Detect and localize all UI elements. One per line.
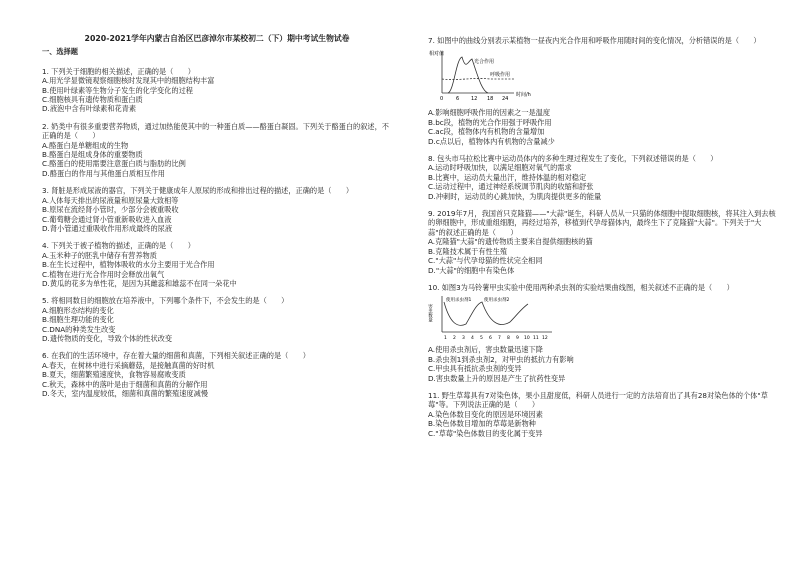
section-heading: 一、选择题 bbox=[42, 47, 78, 57]
option: A.克隆猫"大蒜"的遗传物质主要来自提供细胞核的猫 bbox=[428, 237, 593, 247]
respiration-curve bbox=[442, 79, 514, 80]
question-stem: 5. 将相同数目的细胞放在培养液中，下列哪个条件下，不会发生的是（ ） bbox=[42, 296, 289, 306]
question bbox=[42, 296, 392, 343]
tick-label: 18 bbox=[487, 96, 494, 103]
annotation-pesticide-1: 使用杀虫剂1 bbox=[446, 298, 472, 304]
tick-label: 6 bbox=[456, 96, 460, 103]
question-stem: 7. 如图中的曲线分别表示某植物一昼夜内光合作用和呼吸作用随时间的变化情况，分析错误的是（ ） bbox=[428, 36, 761, 45]
option: D.害虫数量上升的原因是产生了抗药性变异 bbox=[428, 373, 566, 383]
tick-label: 5 bbox=[480, 336, 483, 342]
option: D.黄瓜的花多为单性花，是因为其雌蕊和雄蕊不在同一朵花中 bbox=[42, 278, 237, 288]
option: A.染色体数目变化的原因是环境因素 bbox=[428, 409, 543, 419]
tick-label: 6 bbox=[489, 336, 492, 342]
photosynthesis-figure bbox=[428, 47, 538, 105]
question bbox=[42, 186, 392, 233]
option: B.使用叶绿素等生物分子发生的化学变化的过程 bbox=[42, 85, 193, 95]
question bbox=[42, 67, 392, 114]
option: B.比赛中，运动员大量出汗，维持体温的相对稳定 bbox=[428, 172, 587, 182]
tick-label: 11 bbox=[533, 336, 539, 342]
option: A.酪蛋白是单糖组成的生物 bbox=[42, 140, 129, 150]
option: B.细胞生理功能的变化 bbox=[42, 315, 114, 325]
y-axis-label: 害虫数量 bbox=[428, 304, 433, 323]
question-stem: 6. 在我们的生活环境中，存在着大量的细菌和真菌，下列相关叙述正确的是（ ） bbox=[42, 351, 310, 361]
question bbox=[42, 241, 392, 288]
tick-label: 9 bbox=[516, 336, 519, 342]
option: B.在生长过程中，植物体吸收的水分主要用于光合作用 bbox=[42, 260, 215, 270]
option: A.春天，在树林中进行采摘蘑菇，是接触真菌的好时机 bbox=[42, 360, 215, 370]
option: D."大蒜"的细胞中有染色体 bbox=[428, 265, 515, 275]
option: C.细胞核具有遗传物质和蛋白质 bbox=[42, 95, 143, 105]
question bbox=[428, 36, 778, 146]
option: C.秋天，森林中的落叶是由于细菌和真菌的分解作用 bbox=[42, 379, 208, 389]
option: C.ac段，植物体内有机物的含量增加 bbox=[428, 127, 545, 137]
question bbox=[428, 391, 778, 438]
option: C.甲虫具有抵抗杀虫剂的变异 bbox=[428, 364, 522, 374]
option: C.葡萄糖会通过肾小管重新吸收进入血液 bbox=[42, 214, 172, 224]
legend-respiration: 呼吸作用 bbox=[490, 72, 511, 79]
option: C.运动过程中，通过神经系统调节肌肉的收缩和舒张 bbox=[428, 182, 594, 192]
question bbox=[42, 351, 392, 398]
option: B.bc段，植物的光合作用强于呼吸作用 bbox=[428, 117, 552, 127]
right-column bbox=[428, 36, 778, 446]
option: D.冲刺时，运动员的心跳加快，为肌肉提供更多的能量 bbox=[428, 191, 602, 201]
tick-label: 4 bbox=[471, 336, 474, 342]
tick-label: 12 bbox=[542, 336, 548, 342]
question bbox=[42, 122, 392, 178]
option: D.酪蛋白的作用与其他蛋白质相互作用 bbox=[42, 168, 165, 178]
annotation-pesticide-2: 使用杀虫剂2 bbox=[484, 298, 510, 304]
option: D.遗传物质的变化，导致个体的性状改变 bbox=[42, 333, 173, 343]
question-stem: 2. 奶类中有很多重要营养物质，通过加热能使其中的一种蛋白质——酪蛋白凝固。下列关于酪蛋白的叙述，不正确的是（ ） bbox=[42, 121, 389, 141]
question-stem: 3. 肾脏是形成尿液的器官，下列关于健康成年人原尿的形成和排出过程的描述，正确的是（ ） bbox=[42, 186, 354, 196]
option: A.运动时呼吸加快，以满足细胞对氧气的需求 bbox=[428, 163, 572, 173]
tick-label: 2 bbox=[453, 336, 456, 342]
tick-label: 12 bbox=[471, 96, 478, 103]
option: C."草莓"染色体数目的变化属于变异 bbox=[428, 428, 543, 438]
option: A.细胞形态结构的变化 bbox=[42, 305, 114, 315]
question-stem: 8. 包头市马拉松比赛中运动员体内的多种生理过程发生了变化，下列叙述错误的是（ ） bbox=[428, 154, 718, 164]
tick-label: 1 bbox=[444, 336, 447, 342]
question bbox=[428, 154, 778, 201]
option: C."大蒜"与代孕母猫的性状完全相同 bbox=[428, 256, 543, 266]
question bbox=[428, 283, 778, 383]
option: C.DNA的种类发生改变 bbox=[42, 324, 116, 334]
option: B.染色体数目增加的草莓是新物种 bbox=[428, 419, 536, 429]
option: D.c点以后，植物体内有机物的含量减少 bbox=[428, 136, 555, 146]
option: B.杀虫剂1到杀虫剂2，对甲虫的抵抗力有影响 bbox=[428, 354, 574, 364]
question-stem: 11. 野生草莓具有7对染色体，果小且甜度低，科研人员进行一定的方法培育出了具有28对染色体的个体"草莓"等。下列说法正确的是（ ） bbox=[428, 390, 768, 410]
tick-label: 0 bbox=[440, 96, 444, 103]
tick-label: 3 bbox=[462, 336, 465, 342]
option: B.克隆技术属于有性生殖 bbox=[428, 246, 508, 256]
left-column bbox=[42, 34, 392, 406]
option: A.使用杀虫剂后，害虫数量迅速下降 bbox=[428, 345, 543, 355]
option: D.肾小管通过重吸收作用形成最终的尿液 bbox=[42, 223, 173, 233]
option: B.夏天，细菌繁殖速度快，食物容易腐败变质 bbox=[42, 370, 186, 380]
question-stem: 4. 下列关于被子植物的描述，正确的是（ ） bbox=[42, 241, 195, 251]
option: C.酪蛋白的使用需要注意蛋白质与脂肪的比例 bbox=[42, 159, 186, 169]
pest-population-curve bbox=[444, 302, 528, 325]
option: B.原尿在流经肾小管时，少部分会被重吸收 bbox=[42, 205, 179, 215]
question bbox=[428, 209, 778, 275]
x-axis-label: 时间/h bbox=[516, 92, 531, 99]
option: C.植物在进行光合作用时会释放出氧气 bbox=[42, 269, 165, 279]
option: A.影响细胞呼吸作用的因素之一是温度 bbox=[428, 108, 551, 118]
question-stem: 9. 2019年7月，我国首只克隆猫——"大蒜"诞生，科研人员从一只猫的体细胞中提取细胞核，将其注入到去核的卵细胞中，形成重组细胞，再经过培养，移植到代孕母猫体内，最终生下了克隆猫"大蒜"。下列关于"大蒜"的叙述正确的是（ ） bbox=[428, 209, 776, 237]
tick-label: 24 bbox=[502, 96, 509, 103]
option: A.用光学显微镜观察细胞核时发现其中的细胞结构丰富 bbox=[42, 76, 215, 86]
option: A.人体每天排出的尿液量和原尿量大致相等 bbox=[42, 195, 179, 205]
question-stem: 1. 下列关于细胞的相关描述，正确的是（ ） bbox=[42, 66, 195, 76]
option: B.酪蛋白是组成身体的重要物质 bbox=[42, 150, 143, 160]
option: D.液泡中含有叶绿素和花青素 bbox=[42, 104, 137, 114]
page-title: 2020-2021学年内蒙古自治区巴彦淖尔市某校初二（下）期中考试生物试卷 bbox=[84, 34, 350, 43]
option: D.冬天，室内温度较低，细菌和真菌的繁殖速度减慢 bbox=[42, 389, 208, 398]
tick-label: 8 bbox=[507, 336, 510, 342]
y-axis-label: 相对值 bbox=[429, 51, 445, 58]
legend-photosynthesis: 光合作用 bbox=[474, 59, 495, 66]
option: A.玉米种子的胚乳中储存有营养物质 bbox=[42, 250, 157, 260]
tick-label: 7 bbox=[498, 336, 501, 342]
question-stem: 10. 如图3为马铃薯甲虫实验中使用两种杀虫剂的实验结果曲线图，相关叙述不正确的是（ ） bbox=[428, 282, 734, 292]
tick-label: 10 bbox=[524, 336, 530, 342]
pesticide-figure bbox=[428, 294, 558, 342]
